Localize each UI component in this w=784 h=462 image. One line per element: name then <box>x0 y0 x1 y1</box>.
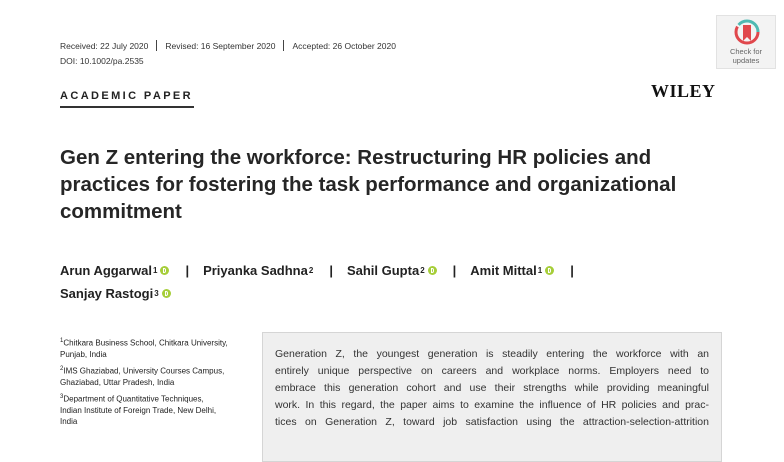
author-name[interactable]: Amit Mittal <box>470 263 537 278</box>
affiliation-line: India <box>60 416 78 426</box>
author-affiliation-number: 1 <box>537 266 543 275</box>
abstract-line: embrace this generation cohort and use their strengths while providing meaningful <box>275 382 709 394</box>
author-name[interactable]: Sahil Gupta <box>346 263 420 278</box>
affiliation-1 <box>60 336 260 360</box>
affiliation-number: 1 <box>60 338 64 344</box>
article-title <box>60 144 760 225</box>
author-list <box>60 259 588 305</box>
abstract-line: entirely unique perspective on careers and workplace norms. Employers need to <box>275 365 709 377</box>
accepted-date: Accepted: 26 October 2020 <box>292 40 396 51</box>
abstract-text <box>275 346 709 431</box>
affiliation-line: Indian Institute of Foreign Trade, New Delhi, <box>60 405 217 415</box>
revised-date: Revised: 16 September 2020 <box>165 40 276 51</box>
abstract-line: tices on Generation Z, toward job satisfaction using the attraction-selection-attrition <box>275 416 709 428</box>
title-line: Gen Z entering the workforce: Restructuring HR policies and <box>60 146 652 169</box>
author-name[interactable]: Arun Aggarwal <box>60 263 152 278</box>
orcid-icon[interactable] <box>545 266 554 275</box>
orcid-icon[interactable] <box>160 266 169 275</box>
author-name[interactable]: Priyanka Sadhna <box>203 263 308 278</box>
affiliation-line: Punjab, India <box>60 349 107 359</box>
badge-line-2: updates <box>732 56 760 65</box>
affiliation-2 <box>60 364 260 388</box>
author-affiliation-number: 2 <box>308 266 314 275</box>
author-affiliation-number: 2 <box>420 266 425 275</box>
orcid-icon[interactable] <box>428 266 437 275</box>
affiliation-3 <box>60 392 260 427</box>
author-row <box>60 282 588 305</box>
author-affiliation-number: 1 <box>152 266 158 275</box>
author-affiliation-number: 3 <box>154 289 159 298</box>
author-separator: | <box>570 263 574 278</box>
affiliation-number: 2 <box>60 366 64 372</box>
badge-line-1: Check for <box>729 47 763 56</box>
doi-text: DOI: 10.1002/pa.2535 <box>60 56 144 66</box>
check-for-updates-badge[interactable] <box>716 15 776 69</box>
author-separator: | <box>329 263 333 278</box>
section-underline <box>60 106 194 108</box>
abstract-box <box>262 332 722 462</box>
received-date: Received: 22 July 2020 <box>60 40 149 51</box>
author-row <box>60 259 588 282</box>
affiliation-line: Ghaziabad, Uttar Pradesh, India <box>60 377 175 387</box>
orcid-icon[interactable] <box>162 289 171 298</box>
divider <box>156 40 157 51</box>
abstract-line: Generation Z, the youngest generation is steadily entering the workforce with an <box>275 348 709 360</box>
author-separator: | <box>452 263 457 278</box>
section-label: ACADEMIC PAPER <box>60 90 194 102</box>
article-history <box>60 40 396 51</box>
affiliation-line: Chitkara Business School, Chitkara University, <box>63 338 228 348</box>
abstract-line: work. In this regard, the paper aims to examine the influence of HR policies and prac- <box>275 399 709 411</box>
affiliation-line: Department of Quantitative Techniques, <box>63 394 204 404</box>
bookmark-ribbon-icon <box>733 19 761 49</box>
affiliation-line: IMS Ghaziabad, University Courses Campus, <box>63 366 225 376</box>
title-line: practices for fostering the task performance and organizational <box>60 173 677 196</box>
title-line: commitment <box>60 200 182 223</box>
author-name[interactable]: Sanjay Rastogi <box>60 286 154 301</box>
author-separator: | <box>185 263 190 278</box>
publisher-logo: WILEY <box>651 81 716 101</box>
divider <box>283 40 284 51</box>
affiliation-number: 3 <box>60 394 64 400</box>
